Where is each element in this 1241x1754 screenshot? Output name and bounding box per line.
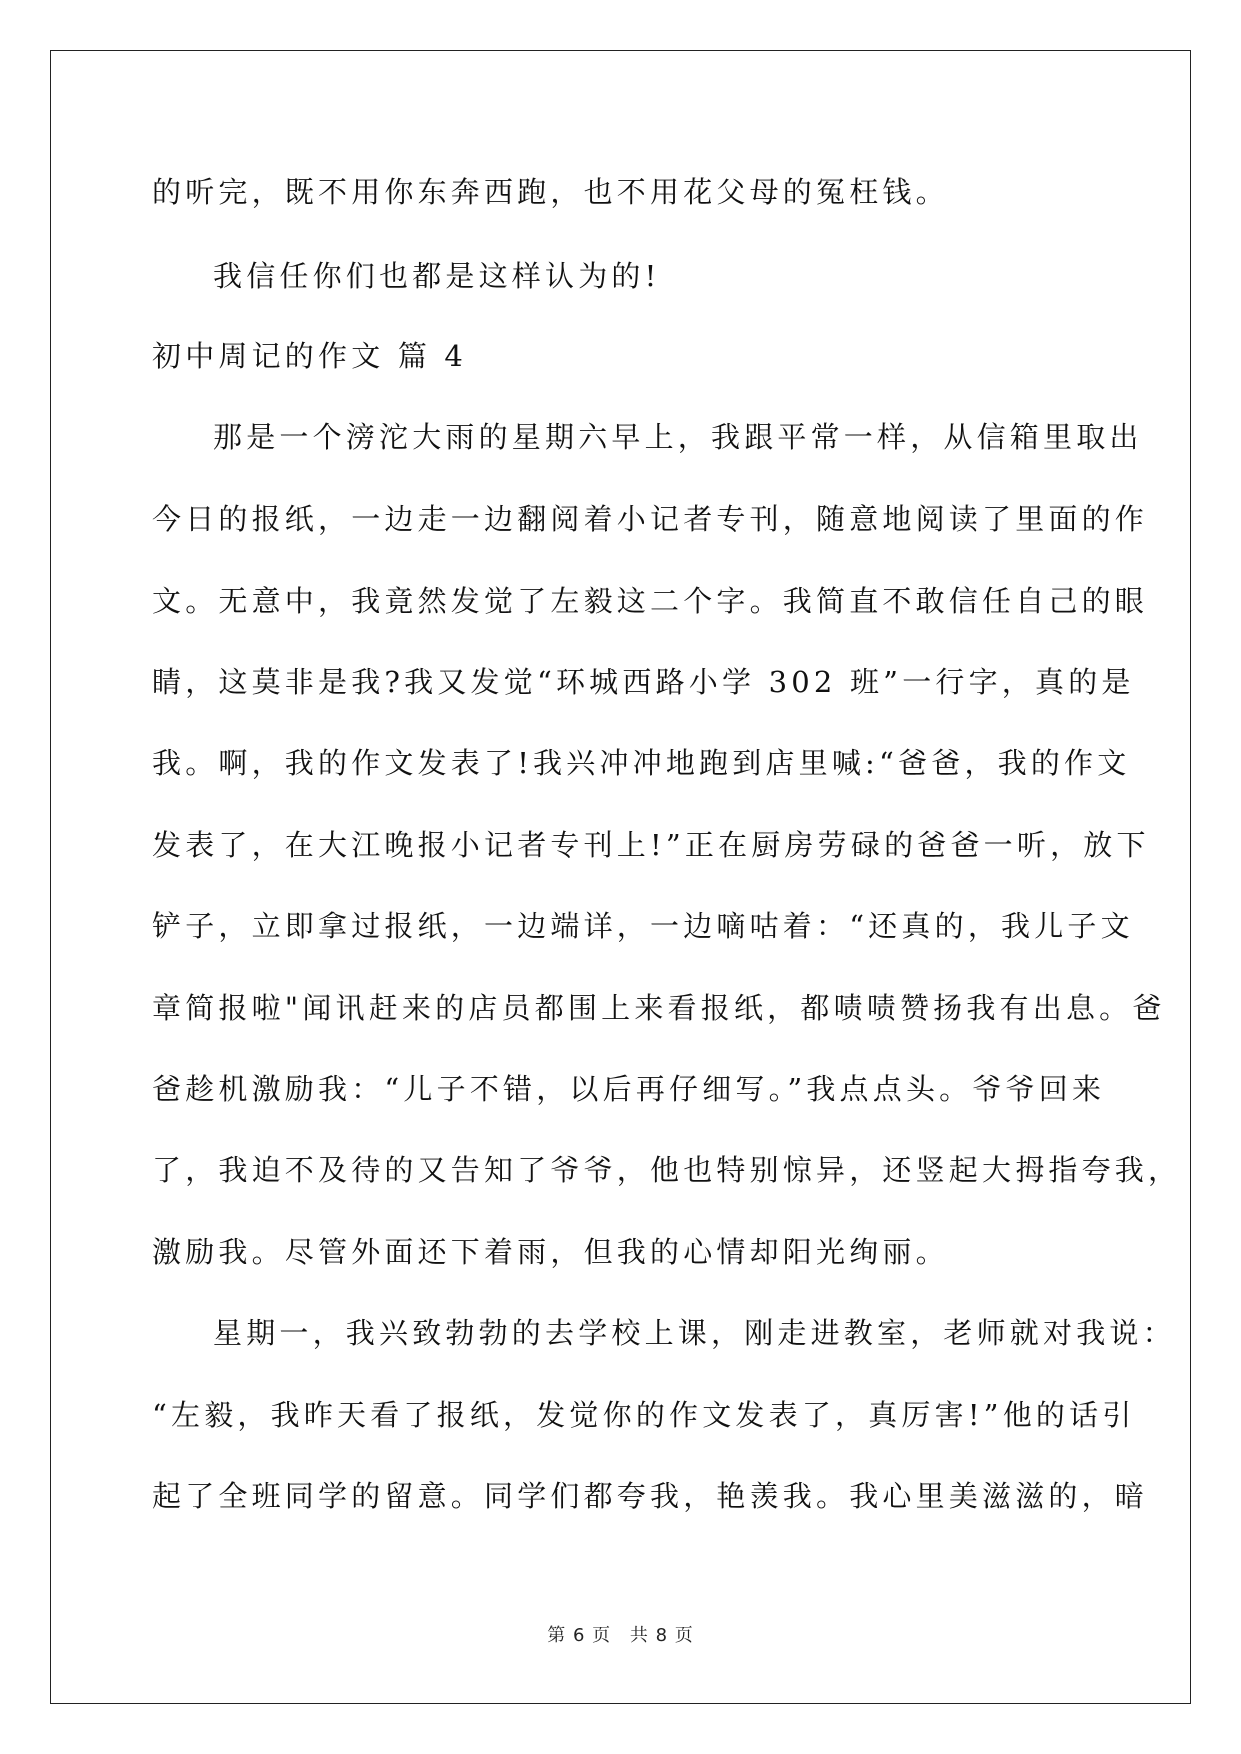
text-line: 铲子，立即拿过报纸，一边端详，一边嘀咕着：“还真的，我儿子文 xyxy=(152,909,1134,943)
section-heading: 初中周记的作文 篇 4 xyxy=(152,339,468,373)
text-line: 那是一个滂沱大雨的星期六早上，我跟平常一样，从信箱里取出 xyxy=(213,420,1143,454)
text-line: 了，我迫不及待的又告知了爷爷，他也特别惊异，还竖起大拇指夸我， xyxy=(152,1153,1182,1187)
text-line: 章简报啦"闻讯赶来的店员都围上来看报纸，都啧啧赞扬我有出息。爸 xyxy=(152,991,1166,1025)
page-footer xyxy=(0,1621,1241,1647)
text-line: 爸趁机激励我：“儿子不错，以后再仔细写。”我点点头。爷爷回来 xyxy=(152,1072,1106,1106)
text-line: 起了全班同学的留意。同学们都夸我，艳羡我。我心里美滋滋的，暗 xyxy=(152,1479,1149,1513)
text-line: 睛，这莫非是我?我又发觉“环城西路小学 302 班”一行字，真的是 xyxy=(152,665,1135,699)
text-line: 发表了，在大江晚报小记者专刊上!”正在厨房劳碌的爸爸一听，放下 xyxy=(152,828,1150,862)
text-line: “左毅，我昨天看了报纸，发觉你的作文发表了，真厉害!”他的话引 xyxy=(152,1398,1136,1432)
text-line: 今日的报纸，一边走一边翻阅着小记者专刊，随意地阅读了里面的作 xyxy=(152,502,1149,536)
page-number-current: 第 6 页 xyxy=(547,1625,612,1646)
page-border xyxy=(50,50,1191,1704)
text-line: 文。无意中，我竟然发觉了左毅这二个字。我简直不敢信任自己的眼 xyxy=(152,584,1149,618)
text-line: 我。啊，我的作文发表了!我兴冲冲地跑到店里喊:“爸爸，我的作文 xyxy=(152,746,1131,780)
page-number-total: 共 8 页 xyxy=(629,1625,694,1646)
text-line: 星期一，我兴致勃勃的去学校上课，刚走进教室，老师就对我说： xyxy=(213,1316,1176,1350)
text-line: 激励我。尽管外面还下着雨，但我的心情却阳光绚丽。 xyxy=(152,1235,949,1269)
text-line: 我信任你们也都是这样认为的! xyxy=(213,259,661,293)
text-line: 的听完，既不用你东奔西跑，也不用花父母的冤枉钱。 xyxy=(152,175,949,209)
